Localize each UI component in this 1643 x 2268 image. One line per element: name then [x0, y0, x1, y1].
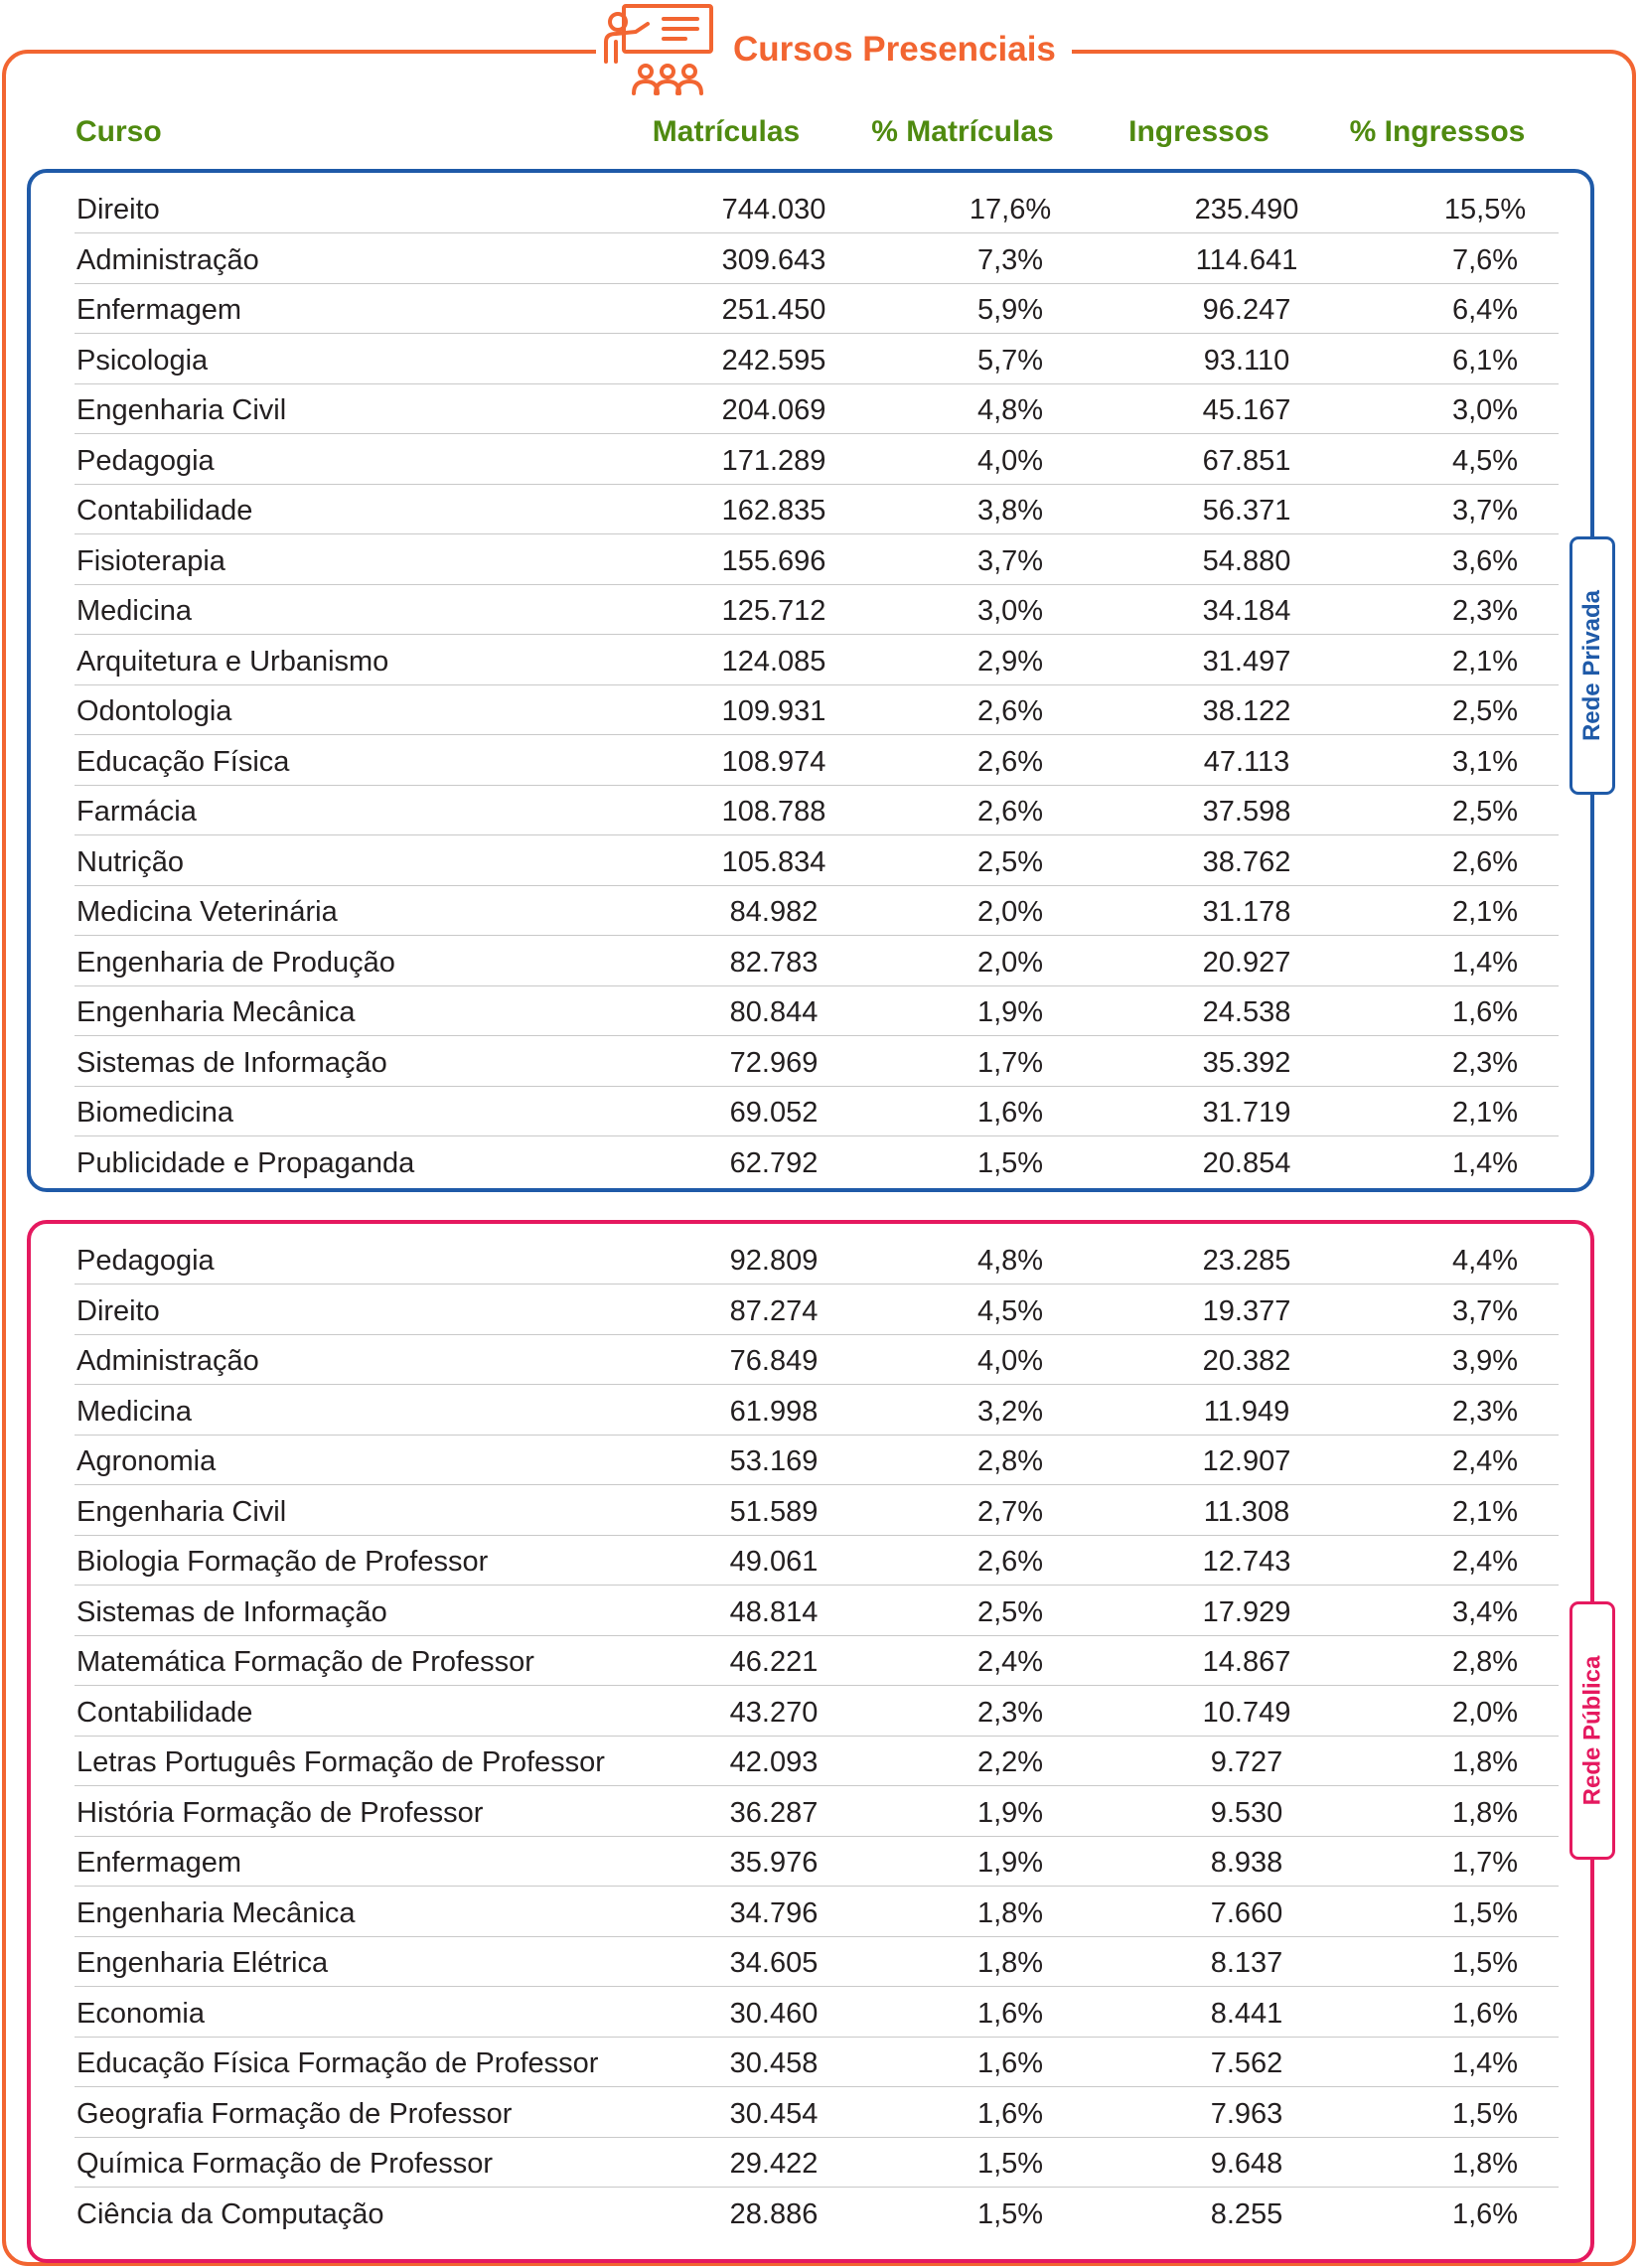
cell-curso: Química Formação de Professor — [76, 2148, 494, 2180]
cell-matriculas: 49.061 — [729, 1546, 819, 1578]
cell-curso: Biologia Formação de Professor — [76, 1546, 489, 1578]
table-row — [75, 635, 1559, 685]
cell-ingressos: 37.598 — [1202, 796, 1291, 828]
cell-curso: Engenharia Civil — [76, 394, 287, 426]
cell-pct-ingressos: 1,6% — [1451, 996, 1519, 1028]
cell-matriculas: 744.030 — [721, 194, 826, 226]
cell-ingressos: 38.122 — [1202, 695, 1291, 727]
cell-curso: Direito — [76, 1294, 160, 1327]
cell-ingressos: 31.178 — [1202, 896, 1291, 928]
cell-pct-matriculas: 5,9% — [976, 294, 1044, 326]
cell-pct-matriculas: 2,9% — [976, 645, 1044, 678]
cell-pct-ingressos: 6,1% — [1451, 344, 1519, 377]
table-row — [75, 383, 1559, 434]
cell-pct-ingressos: 3,7% — [1451, 495, 1519, 527]
cell-matriculas: 30.454 — [729, 2097, 819, 2130]
cell-curso: Engenharia Mecânica — [76, 996, 356, 1028]
cell-pct-ingressos: 1,4% — [1451, 946, 1519, 979]
cell-pct-matriculas: 1,9% — [976, 1847, 1044, 1879]
cell-pct-ingressos: 3,1% — [1451, 745, 1519, 778]
cell-ingressos: 235.490 — [1194, 194, 1299, 226]
cell-pct-matriculas: 1,6% — [976, 1097, 1044, 1129]
cell-pct-matriculas: 1,6% — [976, 2097, 1044, 2130]
cell-ingressos: 9.727 — [1210, 1746, 1283, 1778]
cell-ingressos: 11.949 — [1203, 1395, 1290, 1428]
cell-matriculas: 42.093 — [729, 1746, 819, 1778]
cell-pct-matriculas: 4,0% — [976, 444, 1044, 477]
cell-pct-matriculas: 1,8% — [976, 1896, 1044, 1929]
table-row — [75, 684, 1559, 735]
group-label-rede-privada — [1569, 536, 1615, 795]
cell-pct-ingressos: 2,5% — [1451, 695, 1519, 727]
cell-pct-ingressos: 7,6% — [1451, 243, 1519, 276]
cell-pct-matriculas: 2,6% — [976, 695, 1044, 727]
cell-ingressos: 114.641 — [1195, 243, 1298, 276]
cell-pct-matriculas: 2,7% — [976, 1495, 1044, 1528]
cell-curso: Letras Português Formação de Professor — [76, 1746, 605, 1778]
cell-ingressos: 8.441 — [1210, 1997, 1283, 2030]
cell-ingressos: 20.927 — [1202, 946, 1291, 979]
cell-matriculas: 80.844 — [729, 996, 819, 1028]
cell-matriculas: 171.289 — [721, 444, 826, 477]
cell-curso: Enfermagem — [76, 294, 242, 326]
cell-pct-ingressos: 15,5% — [1443, 194, 1527, 226]
cell-ingressos: 19.377 — [1202, 1294, 1291, 1327]
table-row — [75, 835, 1559, 886]
cell-curso: Fisioterapia — [76, 544, 225, 577]
cell-ingressos: 20.854 — [1202, 1146, 1291, 1179]
cell-pct-matriculas: 1,6% — [976, 1997, 1044, 2030]
table-row — [75, 936, 1559, 986]
cell-curso: História Formação de Professor — [76, 1796, 484, 1829]
cell-matriculas: 108.974 — [721, 745, 826, 778]
cell-pct-matriculas: 17,6% — [969, 194, 1052, 226]
cell-curso: Geografia Formação de Professor — [76, 2097, 513, 2130]
cell-pct-ingressos: 1,8% — [1451, 2148, 1519, 2180]
cell-pct-ingressos: 2,4% — [1451, 1445, 1519, 1477]
cell-matriculas: 35.976 — [729, 1847, 819, 1879]
cell-ingressos: 9.648 — [1210, 2148, 1283, 2180]
table-row — [75, 1786, 1559, 1837]
cell-ingressos: 31.719 — [1202, 1097, 1291, 1129]
page-title: Cursos Presenciais — [733, 30, 1056, 69]
cell-pct-matriculas: 2,0% — [976, 896, 1044, 928]
group-label-rede-publica — [1569, 1601, 1615, 1860]
page-header — [596, 0, 1072, 99]
cell-curso: Pedagogia — [76, 444, 215, 477]
table-row — [75, 1285, 1559, 1335]
cell-ingressos: 23.285 — [1202, 1245, 1291, 1277]
cell-ingressos: 56.371 — [1202, 495, 1291, 527]
cell-pct-matriculas: 3,7% — [976, 544, 1044, 577]
cell-curso: Odontologia — [76, 695, 232, 727]
cell-matriculas: 87.274 — [729, 1294, 819, 1327]
cell-matriculas: 125.712 — [721, 595, 826, 627]
table-row — [75, 985, 1559, 1036]
cell-pct-matriculas: 1,6% — [976, 2047, 1044, 2079]
cell-pct-ingressos: 2,6% — [1451, 845, 1519, 878]
cell-curso: Sistemas de Informação — [76, 1595, 387, 1628]
cell-matriculas: 162.835 — [721, 495, 826, 527]
cell-curso: Enfermagem — [76, 1847, 242, 1879]
cell-curso: Medicina — [76, 1395, 193, 1428]
cell-ingressos: 8.137 — [1210, 1947, 1283, 1979]
cell-matriculas: 30.458 — [729, 2047, 819, 2079]
cell-pct-matriculas: 4,5% — [976, 1294, 1044, 1327]
cell-pct-matriculas: 2,5% — [976, 845, 1044, 878]
cell-pct-ingressos: 6,4% — [1451, 294, 1519, 326]
cell-ingressos: 8.255 — [1210, 2197, 1283, 2230]
cell-ingressos: 96.247 — [1202, 294, 1291, 326]
cell-pct-ingressos: 3,6% — [1451, 544, 1519, 577]
cell-ingressos: 20.382 — [1202, 1345, 1291, 1377]
cell-curso: Engenharia Mecânica — [76, 1896, 356, 1929]
column-header-pct-matriculas: % Matrículas — [871, 115, 1054, 148]
cell-curso: Contabilidade — [76, 1696, 253, 1729]
table-row — [75, 1535, 1559, 1586]
table-group-rede-privada — [27, 169, 1594, 1192]
cell-curso: Agronomia — [76, 1445, 217, 1477]
table-row — [75, 735, 1559, 786]
table-row — [75, 233, 1559, 284]
cell-ingressos: 9.530 — [1210, 1796, 1283, 1829]
cell-pct-ingressos: 3,9% — [1451, 1345, 1519, 1377]
cell-pct-ingressos: 2,1% — [1451, 645, 1519, 678]
cell-ingressos: 93.110 — [1203, 344, 1290, 377]
cell-pct-ingressos: 2,8% — [1451, 1646, 1519, 1678]
cell-matriculas: 82.783 — [729, 946, 819, 979]
cell-ingressos: 10.749 — [1202, 1696, 1291, 1729]
cell-pct-ingressos: 2,4% — [1451, 1546, 1519, 1578]
cell-matriculas: 108.788 — [721, 796, 826, 828]
cell-matriculas: 62.792 — [729, 1146, 819, 1179]
cell-curso: Administração — [76, 243, 259, 276]
cell-ingressos: 12.743 — [1202, 1546, 1291, 1578]
cell-pct-ingressos: 1,4% — [1451, 2047, 1519, 2079]
table-row — [75, 584, 1559, 635]
cell-pct-matriculas: 1,7% — [976, 1046, 1044, 1079]
cell-curso: Pedagogia — [76, 1245, 215, 1277]
column-header-ingressos: Ingressos — [1128, 115, 1270, 148]
cell-pct-ingressos: 2,0% — [1451, 1696, 1519, 1729]
cell-curso: Psicologia — [76, 344, 209, 377]
cell-pct-matriculas: 1,5% — [976, 1146, 1044, 1179]
table-row — [75, 1936, 1559, 1987]
cell-pct-ingressos: 2,3% — [1451, 595, 1519, 627]
cell-matriculas: 204.069 — [721, 394, 826, 426]
cell-pct-ingressos: 2,1% — [1451, 1097, 1519, 1129]
cell-matriculas: 92.809 — [729, 1245, 819, 1277]
cell-curso: Contabilidade — [76, 495, 253, 527]
cell-pct-matriculas: 3,8% — [976, 495, 1044, 527]
cell-matriculas: 34.605 — [729, 1947, 819, 1979]
cell-pct-matriculas: 1,8% — [976, 1947, 1044, 1979]
cell-pct-matriculas: 2,2% — [976, 1746, 1044, 1778]
cell-pct-matriculas: 5,7% — [976, 344, 1044, 377]
cell-matriculas: 251.450 — [721, 294, 826, 326]
classroom-presentation-icon — [602, 2, 719, 97]
cell-curso: Engenharia Civil — [76, 1495, 287, 1528]
cell-pct-matriculas: 1,9% — [976, 1796, 1044, 1829]
cell-pct-matriculas: 2,0% — [976, 946, 1044, 979]
cell-curso: Economia — [76, 1997, 205, 2030]
cell-matriculas: 124.085 — [721, 645, 826, 678]
cell-pct-ingressos: 1,8% — [1451, 1796, 1519, 1829]
cell-ingressos: 34.184 — [1202, 595, 1291, 627]
table-row — [75, 2087, 1559, 2138]
cell-pct-ingressos: 1,4% — [1451, 1146, 1519, 1179]
table-row — [75, 1086, 1559, 1136]
cell-ingressos: 7.562 — [1210, 2047, 1283, 2079]
cell-matriculas: 46.221 — [729, 1646, 819, 1678]
cell-pct-matriculas: 3,0% — [976, 595, 1044, 627]
cell-pct-ingressos: 4,4% — [1451, 1245, 1519, 1277]
cell-curso: Direito — [76, 194, 160, 226]
cell-curso: Nutrição — [76, 845, 184, 878]
cell-curso: Matemática Formação de Professor — [76, 1646, 534, 1678]
table-row — [75, 2188, 1559, 2238]
cell-matriculas: 155.696 — [721, 544, 826, 577]
cell-matriculas: 309.643 — [721, 243, 826, 276]
column-header-pct-ingressos: % Ingressos — [1349, 115, 1526, 148]
cell-ingressos: 35.392 — [1202, 1046, 1291, 1079]
cell-pct-ingressos: 1,5% — [1451, 1896, 1519, 1929]
table-row — [75, 1736, 1559, 1786]
cell-matriculas: 51.589 — [729, 1495, 819, 1528]
cell-ingressos: 67.851 — [1202, 444, 1291, 477]
table-row — [75, 1334, 1559, 1385]
cell-pct-matriculas: 2,5% — [976, 1595, 1044, 1628]
cell-pct-ingressos: 2,5% — [1451, 796, 1519, 828]
cell-pct-ingressos: 1,7% — [1451, 1847, 1519, 1879]
column-header-matriculas: Matrículas — [652, 115, 801, 148]
group-label-text: Rede Privada — [1578, 589, 1606, 742]
table-row — [75, 1686, 1559, 1737]
cell-pct-ingressos: 3,4% — [1451, 1595, 1519, 1628]
cell-pct-ingressos: 2,1% — [1451, 896, 1519, 928]
table-row — [75, 1887, 1559, 1937]
cell-pct-ingressos: 1,6% — [1451, 1997, 1519, 2030]
cell-pct-ingressos: 1,5% — [1451, 2097, 1519, 2130]
cell-pct-ingressos: 2,3% — [1451, 1395, 1519, 1428]
cell-curso: Publicidade e Propaganda — [76, 1146, 415, 1179]
cell-ingressos: 7.660 — [1210, 1896, 1283, 1929]
cell-pct-matriculas: 4,8% — [976, 1245, 1044, 1277]
cell-ingressos: 12.907 — [1202, 1445, 1291, 1477]
cell-curso: Biomedicina — [76, 1097, 233, 1129]
group-label-text: Rede Pública — [1578, 1655, 1605, 1806]
cell-pct-matriculas: 1,5% — [976, 2148, 1044, 2180]
table-row — [75, 1385, 1559, 1436]
column-header-curso: Curso — [75, 115, 162, 148]
cell-pct-matriculas: 2,3% — [976, 1696, 1044, 1729]
table-row — [75, 2037, 1559, 2087]
cell-pct-ingressos: 1,8% — [1451, 1746, 1519, 1778]
cell-ingressos: 47.113 — [1203, 745, 1290, 778]
cell-pct-matriculas: 4,0% — [976, 1345, 1044, 1377]
table-row — [75, 1435, 1559, 1485]
table-group-rede-publica — [27, 1220, 1594, 2263]
table-row — [75, 434, 1559, 485]
table-row — [75, 885, 1559, 936]
cell-curso: Medicina Veterinária — [76, 896, 338, 928]
cell-matriculas: 242.595 — [721, 344, 826, 377]
table-header — [0, 107, 1643, 157]
table-row — [75, 484, 1559, 534]
table-row — [75, 2137, 1559, 2188]
cell-pct-ingressos: 3,7% — [1451, 1294, 1519, 1327]
cell-matriculas: 69.052 — [729, 1097, 819, 1129]
cell-matriculas: 72.969 — [729, 1046, 819, 1079]
cell-curso: Educação Física Formação de Professor — [76, 2047, 599, 2079]
table-row — [75, 785, 1559, 835]
cell-pct-matriculas: 2,6% — [976, 1546, 1044, 1578]
cell-matriculas: 36.287 — [729, 1796, 819, 1829]
table-row — [75, 1635, 1559, 1686]
cell-ingressos: 31.497 — [1202, 645, 1291, 678]
cell-matriculas: 30.460 — [729, 1997, 819, 2030]
cell-curso: Ciência da Computação — [76, 2197, 384, 2230]
cell-curso: Arquitetura e Urbanismo — [76, 645, 389, 678]
cell-pct-ingressos: 1,6% — [1451, 2197, 1519, 2230]
cell-pct-ingressos: 1,5% — [1451, 1947, 1519, 1979]
table-row — [75, 1836, 1559, 1887]
cell-pct-matriculas: 3,2% — [976, 1395, 1044, 1428]
table-row — [75, 1586, 1559, 1636]
cell-pct-ingressos: 3,0% — [1451, 394, 1519, 426]
cell-pct-ingressos: 4,5% — [1451, 444, 1519, 477]
table-row — [75, 534, 1559, 585]
cell-ingressos: 7.963 — [1210, 2097, 1283, 2130]
cell-matriculas: 43.270 — [729, 1696, 819, 1729]
cell-matriculas: 84.982 — [729, 896, 819, 928]
cell-curso: Engenharia de Produção — [76, 946, 395, 979]
cell-matriculas: 109.931 — [721, 695, 826, 727]
cell-pct-matriculas: 2,6% — [976, 796, 1044, 828]
cell-ingressos: 24.538 — [1202, 996, 1291, 1028]
cell-curso: Farmácia — [76, 796, 197, 828]
cell-pct-matriculas: 7,3% — [976, 243, 1044, 276]
cell-matriculas: 28.886 — [729, 2197, 819, 2230]
cell-pct-ingressos: 2,3% — [1451, 1046, 1519, 1079]
cell-curso: Administração — [76, 1345, 259, 1377]
cell-ingressos: 14.867 — [1202, 1646, 1291, 1678]
table-row — [75, 334, 1559, 384]
cell-pct-matriculas: 1,9% — [976, 996, 1044, 1028]
cell-pct-matriculas: 2,8% — [976, 1445, 1044, 1477]
cell-curso: Sistemas de Informação — [76, 1046, 387, 1079]
cell-matriculas: 76.849 — [729, 1345, 819, 1377]
cell-matriculas: 29.422 — [729, 2148, 819, 2180]
cell-ingressos: 45.167 — [1202, 394, 1291, 426]
cell-ingressos: 38.762 — [1202, 845, 1291, 878]
cell-pct-matriculas: 2,6% — [976, 745, 1044, 778]
cell-pct-matriculas: 4,8% — [976, 394, 1044, 426]
table-row — [75, 1234, 1559, 1285]
cell-matriculas: 48.814 — [729, 1595, 819, 1628]
cell-matriculas: 34.796 — [729, 1896, 819, 1929]
cell-ingressos: 11.308 — [1203, 1495, 1290, 1528]
cell-curso: Engenharia Elétrica — [76, 1947, 329, 1979]
cell-curso: Medicina — [76, 595, 193, 627]
cell-pct-ingressos: 2,1% — [1451, 1495, 1519, 1528]
cell-pct-matriculas: 1,5% — [976, 2197, 1044, 2230]
table-row — [75, 1485, 1559, 1536]
cell-matriculas: 61.998 — [729, 1395, 819, 1428]
table-row — [75, 1987, 1559, 2038]
table-row — [75, 1036, 1559, 1087]
cell-matriculas: 105.834 — [721, 845, 826, 878]
cell-ingressos: 8.938 — [1210, 1847, 1283, 1879]
cell-ingressos: 54.880 — [1202, 544, 1291, 577]
cell-pct-matriculas: 2,4% — [976, 1646, 1044, 1678]
table-row — [75, 183, 1559, 233]
table-row — [75, 283, 1559, 334]
table-row — [75, 1136, 1559, 1187]
cell-matriculas: 53.169 — [729, 1445, 819, 1477]
cell-curso: Educação Física — [76, 745, 290, 778]
cell-ingressos: 17.929 — [1202, 1595, 1291, 1628]
